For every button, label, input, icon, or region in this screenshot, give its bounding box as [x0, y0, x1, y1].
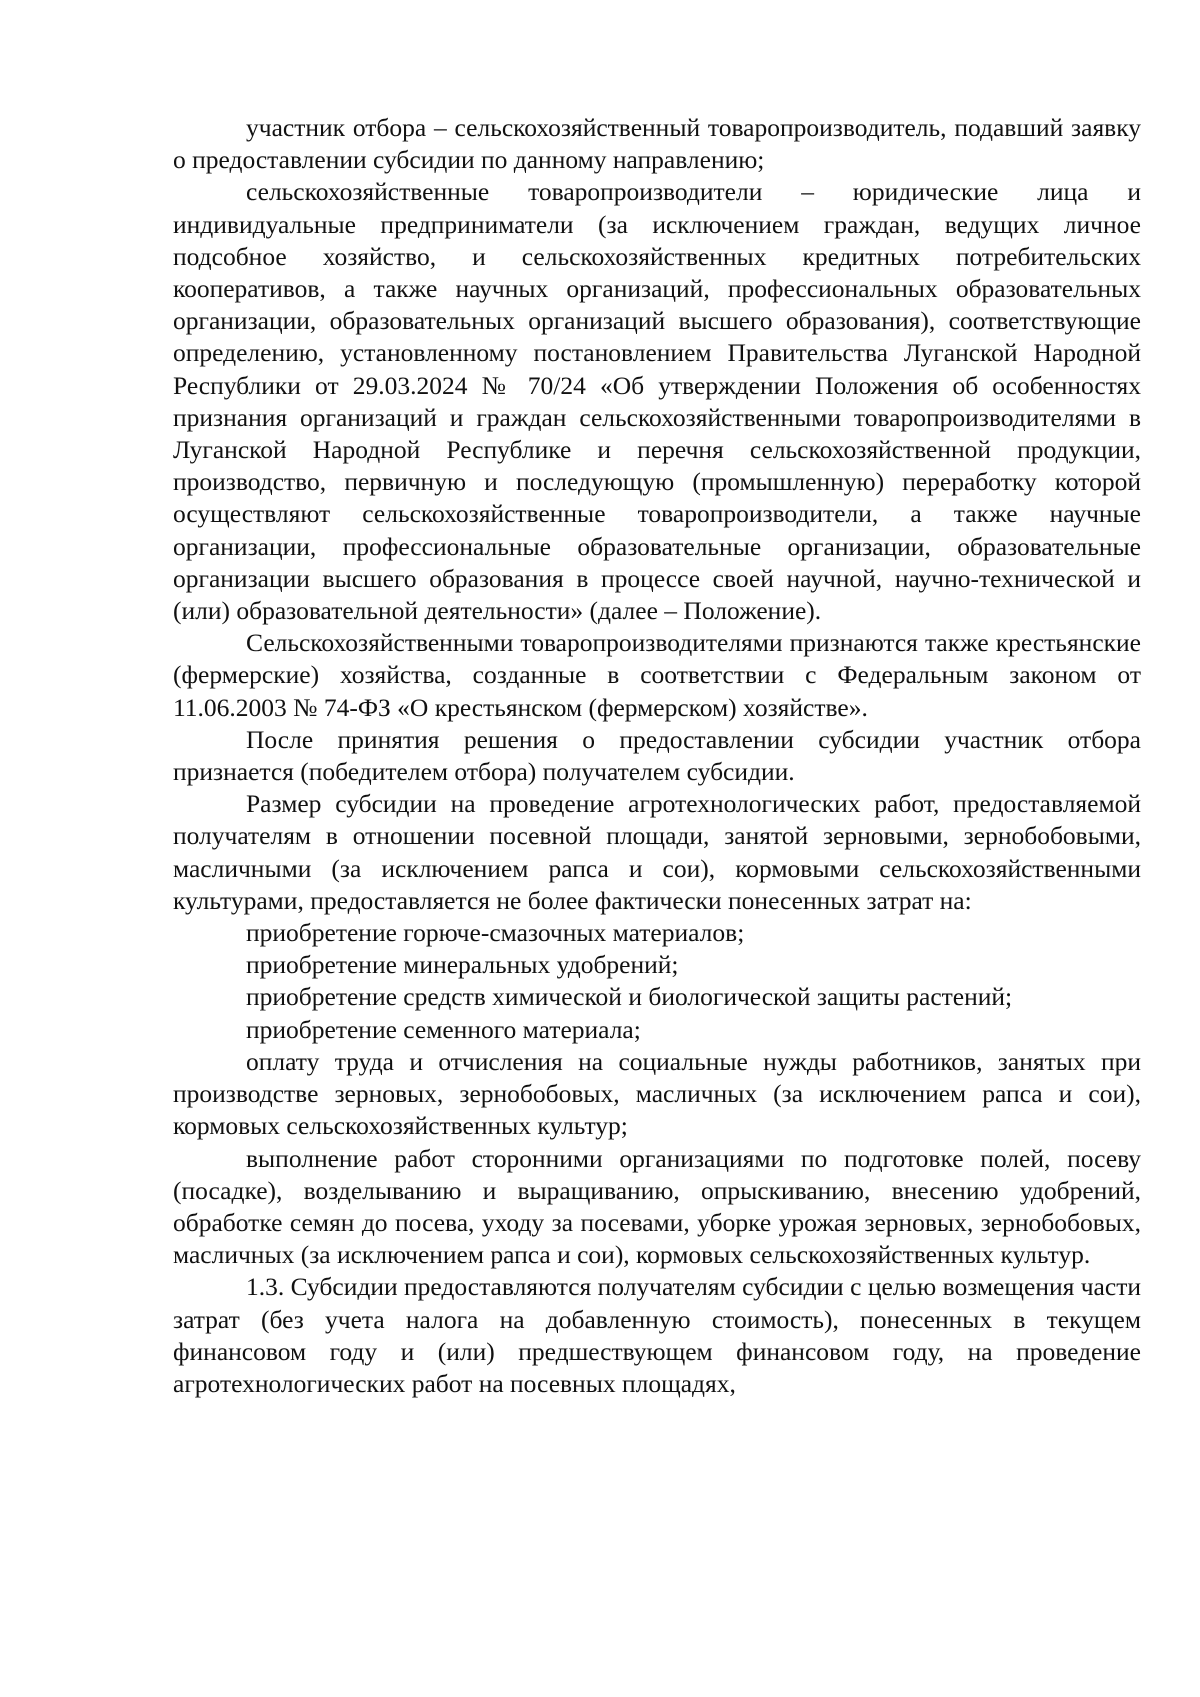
list-item-mineral-fertilizers: приобретение минеральных удобрений;: [246, 950, 679, 980]
list-item-seed-material: приобретение семенного материала;: [246, 1014, 641, 1044]
list-item-third-party-works: выполнение работ сторонними организациями по подготовке полей, посеву (посадке), возделыванию и выращиванию, опрыскиванию, внесению удобрений, обработке семян до посева, уходу за посевами, уборке урожая зерновых, зернобобовых, масличных (за исключением рапса и сои), кормовых сельскохозяйственных культур.: [173, 1143, 1141, 1270]
document-page: [173, 112, 1141, 1400]
paragraph-selection-participant: участник отбора – сельскохозяйственный товаропроизводитель, подавший заявку о предоставлении субсидии по данному направлению;: [173, 113, 1141, 175]
list-item-labor-payment: оплату труда и отчисления на социальные нужды работников, занятых при производстве зерновых, зернобобовых, масличных (за исключением рапса и сои), кормовых сельскохозяйственных культур;: [173, 1046, 1141, 1141]
paragraph-peasant-farms: Сельскохозяйственными товаропроизводителями признаются также крестьянские (фермерские) хозяйства, созданные в соответствии с Федеральным законом от 11.06.2003 № 74-ФЗ «О крестьянском (фермерском) хозяйстве».: [173, 628, 1141, 722]
paragraph-section-1-3: 1.3. Субсидии предоставляются получателям субсидии с целью возмещения части затрат (без учета налога на добавленную стоимость), понесенных в текущем финансовом году и (или) предшествующем финансовом году, на проведение агротехнологических работ на посевных площадях,: [173, 1272, 1141, 1398]
list-item-plant-protection: приобретение средств химической и биологической защиты растений;: [246, 982, 1013, 1012]
paragraph-subsidy-size: Размер субсидии на проведение агротехнологических работ, предоставляемой получателям в отношении посевной площади, занятой зерновыми, зернобобовыми, масличными (за исключением рапса и сои), кормовыми сельскохозяйственными культурами, предоставляется не более фактически понесенных затрат на:: [173, 789, 1141, 915]
paragraph-winner-recipient: После принятия решения о предоставлении субсидии участник отбора признается (победителем отбора) получателем субсидии.: [173, 724, 1141, 787]
list-item-fuel-lubricants: приобретение горюче-смазочных материалов;: [246, 918, 745, 948]
paragraph-agricultural-producers: сельскохозяйственные товаропроизводители – юридические лица и индивидуальные предприниматели (за исключением граждан, ведущих личное подсобное хозяйство, и сельскохозяйственных кредитных потребительских кооперативов, а также научных организаций, профессиональных образовательных организации, образовательных организаций высшего образования), соответствующие определению, установленному постановлением Правительства Луганской Народной Республики от 29.03.2024 № 70/24 «Об утверждении Положения об особенностях признания организаций и граждан сельскохозяйственными товаропроизводителями в Луганской Народной Республике и перечня сельскохозяйственной продукции, производство, первичную и последующую (промышленную) переработку которой осуществляют сельскохозяйственные товаропроизводители, а также научные организации, профессиональные образовательные организации, образовательные организации высшего образования в процессе своей научной, научно-технической и (или) образовательной деятельности» (далее – Положение).: [173, 177, 1141, 626]
